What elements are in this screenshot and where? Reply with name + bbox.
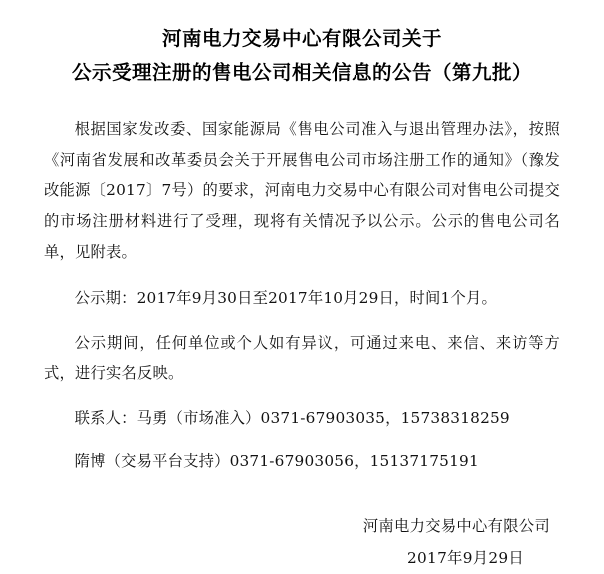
- contact-line-2: 隋博（交易平台支持）0371-67903056，15137175191: [74, 451, 479, 470]
- signature-date: 2017年9月29日: [406, 549, 524, 568]
- contact-line-1: 联系人：马勇（市场准入）0371-67903035，15738318259: [74, 409, 510, 427]
- document-body: [44, 114, 560, 476]
- paragraph-objection: 公示期间，任何单位或个人如有异议，可通过来电、来信、来访等方式，进行实名反映。: [44, 333, 560, 383]
- paragraph-publicity-period: 公示期：2017年9月30日至2017年10月29日，时间1个月。: [74, 289, 497, 308]
- title-line-1: 河南电力交易中心有限公司关于: [161, 27, 442, 50]
- signature-organization: 河南电力交易中心有限公司: [362, 517, 550, 536]
- paragraph-background: 根据国家发改委、国家能源局《售电公司准入与退出管理办法》，按照《河南省发展和改革委员会关于开展售电公司市场注册工作的通知》（豫发改能源〔2017〕7号）的要求，河南电力交易中心有限公司对售电公司提交的市场注册材料进行了受理，现将有关情况予以公示。公示的售电公司名单，见附表。: [44, 120, 560, 261]
- title-line-2: 公示受理注册的售电公司相关信息的公告（第九批）: [71, 61, 532, 85]
- document-signature: [44, 510, 560, 574]
- document-title: [44, 22, 560, 90]
